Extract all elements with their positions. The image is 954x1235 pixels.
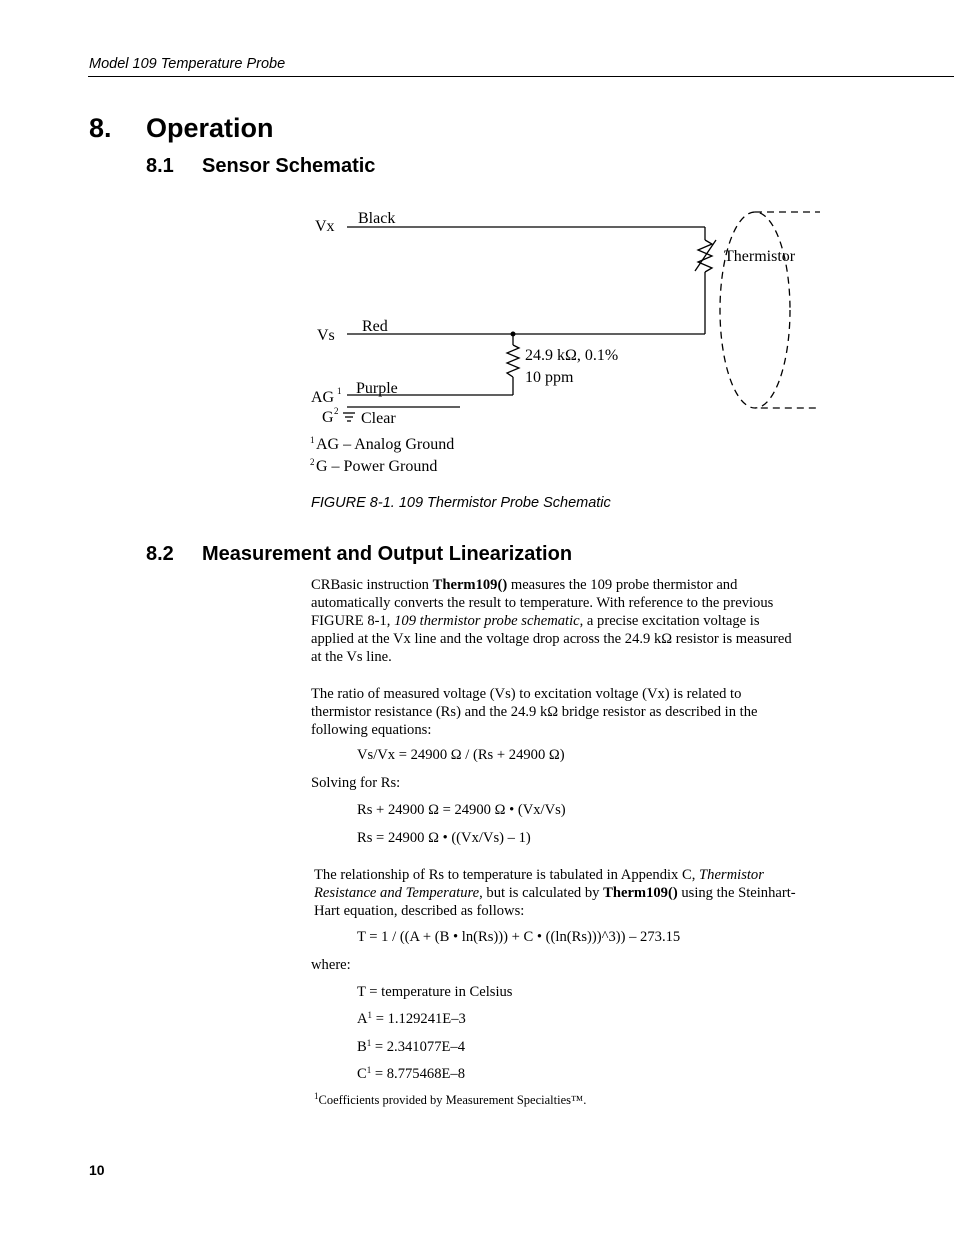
label-g: G — [322, 409, 334, 426]
label-black: Black — [358, 210, 396, 227]
resistor-symbol — [507, 345, 519, 377]
footnote-g-sup: 2 — [310, 457, 315, 467]
paragraph-ratio: The ratio of measured voltage (Vs) to excitation voltage (Vx) is related to thermistor resistance (Rs) and the 24.9 kΩ bridge resistor as described in the following equations: — [311, 686, 758, 738]
appendix-reference: Thermistor Resistance and Temperature — [314, 867, 764, 901]
section-number: 8. — [89, 113, 112, 143]
figure-reference: 109 thermistor probe schematic — [394, 613, 580, 629]
label-resistor-tempco: 10 ppm — [525, 369, 574, 386]
solving-label: Solving for Rs: — [311, 775, 401, 791]
label-resistor-value: 24.9 kΩ, 0.1% — [525, 347, 619, 364]
instruction-name: Therm109() — [603, 885, 678, 901]
equation-rs-sum: Rs + 24900 Ω = 24900 Ω • (Vx/Vs) — [357, 802, 566, 818]
footnote-g: G – Power Ground — [316, 458, 438, 475]
paragraph-therm109: CRBasic instruction Therm109() measures the 109 probe thermistor and automatically converts the result to temperature. With reference to the previous FIGURE 8-1, 109 thermistor probe schematic, a precise excitation voltage is applied at the Vx line and the voltage drop across the 24.9 kΩ resistor is measured at the Vs line. — [311, 577, 792, 665]
coefficient-c: $C^1 = 8.775468E-8$ — [357, 1065, 465, 1082]
subsection-title-8-2: Measurement and Output Linearization — [202, 543, 573, 565]
equation-steinhart-hart: T = 1 / ((A + (B • ln(Rs))) + C • ((ln(Rs)))^3)) – 273.15 — [357, 929, 681, 945]
section-title: Operation — [146, 113, 274, 143]
subsection-number-8-2: 8.2 — [146, 543, 174, 565]
coefficient-footnote: $^1$Coefficients provided by Measurement Specialties™. — [314, 1091, 587, 1107]
coefficient-b: $B^1 = 2.341077E-4$ — [357, 1038, 465, 1055]
label-thermistor: Thermistor — [724, 248, 796, 265]
where-label: where: — [311, 957, 351, 973]
instruction-name: Therm109() — [432, 577, 508, 593]
definition-t: T = temperature in Celsius — [357, 984, 513, 1000]
figure-caption: FIGURE 8-1. 109 Thermistor Probe Schematic — [311, 495, 611, 511]
label-ag-sup: 1 — [337, 386, 342, 396]
thermistor-arrow — [695, 240, 716, 271]
coefficient-a: $A^1 = 1.129241E-3$ — [357, 1010, 466, 1027]
running-header: Model 109 Temperature Probe — [89, 56, 286, 72]
label-g-sup: 2 — [334, 406, 339, 416]
header-rule — [88, 76, 954, 77]
cable-shield-outline — [755, 212, 820, 408]
label-ag: AG — [311, 389, 335, 406]
equation-ratio: Vs/Vx = 24900 Ω / (Rs + 24900 Ω) — [357, 747, 565, 763]
junction-dot — [511, 332, 516, 337]
label-clear: Clear — [361, 410, 396, 427]
sensor-schematic — [300, 200, 820, 485]
label-purple: Purple — [356, 380, 398, 397]
paragraph-steinhart: The relationship of Rs to temperature is tabulated in Appendix C, Thermistor Resistance and Temperature, but is calculated by Therm109() using the Steinhart-Hart equation, described as follows: — [314, 867, 796, 919]
label-red: Red — [362, 318, 388, 335]
subsection-title-8-1: Sensor Schematic — [202, 155, 376, 177]
label-vx: Vx — [315, 218, 335, 235]
cable-shield-end — [720, 212, 790, 408]
equation-rs: Rs = 24900 Ω • ((Vx/Vs) – 1) — [357, 830, 531, 846]
footnote-ag-sup: 1 — [310, 435, 315, 445]
subsection-number-8-1: 8.1 — [146, 155, 174, 177]
page-number: 10 — [89, 1162, 105, 1178]
label-vs: Vs — [317, 327, 335, 344]
footnote-ag: AG – Analog Ground — [316, 436, 455, 453]
